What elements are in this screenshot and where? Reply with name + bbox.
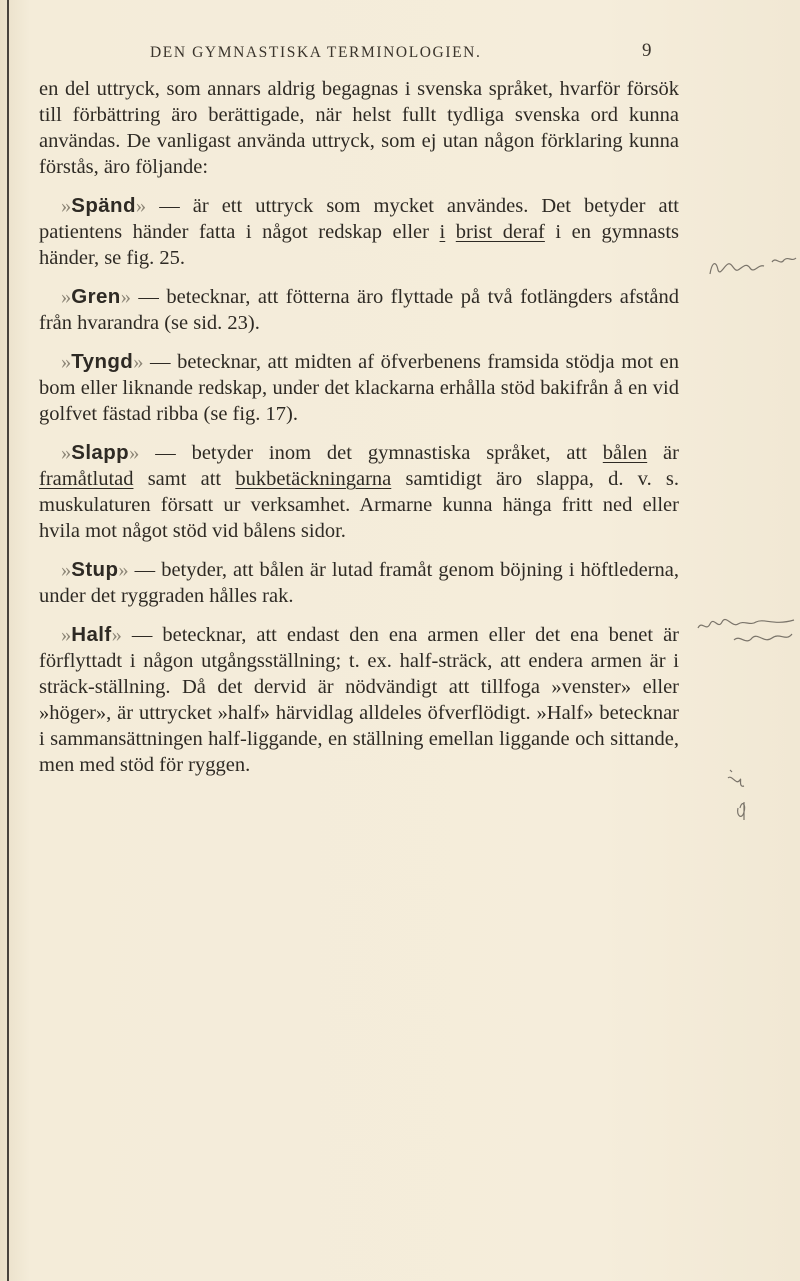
handwritten-margin-mark <box>706 252 798 282</box>
quote-close: » <box>133 351 144 373</box>
intro-text: en del uttryck, som annars aldrig begagnas i svenska språket, hvarför försök till förbättring äro berättigade, när helst fullt tydliga svenska ord kunna användas. De vanligast använda uttryck, som ej utan någon förklaring kunna förstås, äro följande: <box>39 78 679 178</box>
entry-text: — betecknar, att midten af öfverbenens framsida stödja mot en bom eller liknande redskap, under det klackarna erhålla stöd bakifrån å en vid golfvet fästad ribba (se fig. 17). <box>39 351 679 425</box>
entry-gren <box>39 284 679 336</box>
quote-open: » <box>61 286 72 308</box>
entry-text-mid: är <box>647 442 679 464</box>
term-tyngd: Tyngd <box>71 350 134 373</box>
underlined-text: brist deraf <box>455 221 545 243</box>
page-number: 9 <box>642 40 652 61</box>
entry-text-after: i en gymnasts händer, se fig. 25. <box>39 221 679 269</box>
handwritten-margin-mark <box>722 764 762 824</box>
underlined-text: bukbetäckningarna <box>235 468 392 490</box>
body-text <box>39 76 679 791</box>
handwritten-margin-mark <box>694 610 798 660</box>
quote-open: » <box>61 559 72 581</box>
quote-open: » <box>61 624 72 646</box>
entry-text-after: samtidigt äro slappa, d. v. s. muskulaturen försatt ur verksamhet. Armarne kunna hänga fritt ned eller hvila mot något stöd vid bålens sidor. <box>39 468 679 542</box>
entry-text: — betyder inom det gymnastiska språket, att <box>139 442 603 464</box>
quote-open: » <box>61 351 72 373</box>
term-stup: Stup <box>71 558 119 581</box>
underlined-text: framåtlutad <box>39 468 134 490</box>
quote-close: » <box>120 286 131 308</box>
entry-slapp <box>39 440 679 544</box>
entry-text: — betecknar, att endast den ena armen eller det ena benet är förflyttadt i någon utgångsställning; t. ex. half-sträck, att endera armen är i sträck-ställning. Då det dervid är nödvändigt att tillfoga »venster» eller »höger», är uttrycket »half» härvidlag alldeles öfverflödigt. »Half» betecknar i sammansättningen half-liggande, en ställning emellan liggande och sittande, men med stöd för ryggen. <box>39 624 679 776</box>
quote-open: » <box>61 442 72 464</box>
term-spand: Spänd <box>71 194 136 217</box>
running-head: DEN GYMNASTISKA TERMINOLOGIEN. <box>150 44 482 61</box>
intro-paragraph <box>39 76 679 180</box>
entry-spand <box>39 193 679 271</box>
entry-tyngd <box>39 349 679 427</box>
entry-text-mid: samt att <box>133 468 236 490</box>
entry-text: — är ett uttryck som mycket användes. Det betyder att patientens händer fatta i något redskap eller <box>39 195 679 243</box>
quote-close: » <box>111 624 122 646</box>
entry-text: — betecknar, att fötterna äro flyttade på två fotlängders afstånd från hvarandra (se sid. 23). <box>39 286 679 334</box>
quote-open: » <box>61 195 72 217</box>
quote-close: » <box>118 559 129 581</box>
quote-close: » <box>129 442 140 464</box>
term-half: Half <box>71 623 112 646</box>
underlined-text: bålen <box>602 442 648 464</box>
binding-edge <box>7 0 9 1281</box>
entry-half <box>39 622 679 778</box>
entry-text: — betyder, att bålen är lutad framåt genom böjning i höftlederna, under det ryggraden hålles rak. <box>39 559 679 607</box>
term-slapp: Slapp <box>71 441 130 464</box>
quote-close: » <box>135 195 147 217</box>
entry-stup <box>39 557 679 609</box>
term-gren: Gren <box>71 285 121 308</box>
underlined-text: i <box>439 221 446 243</box>
